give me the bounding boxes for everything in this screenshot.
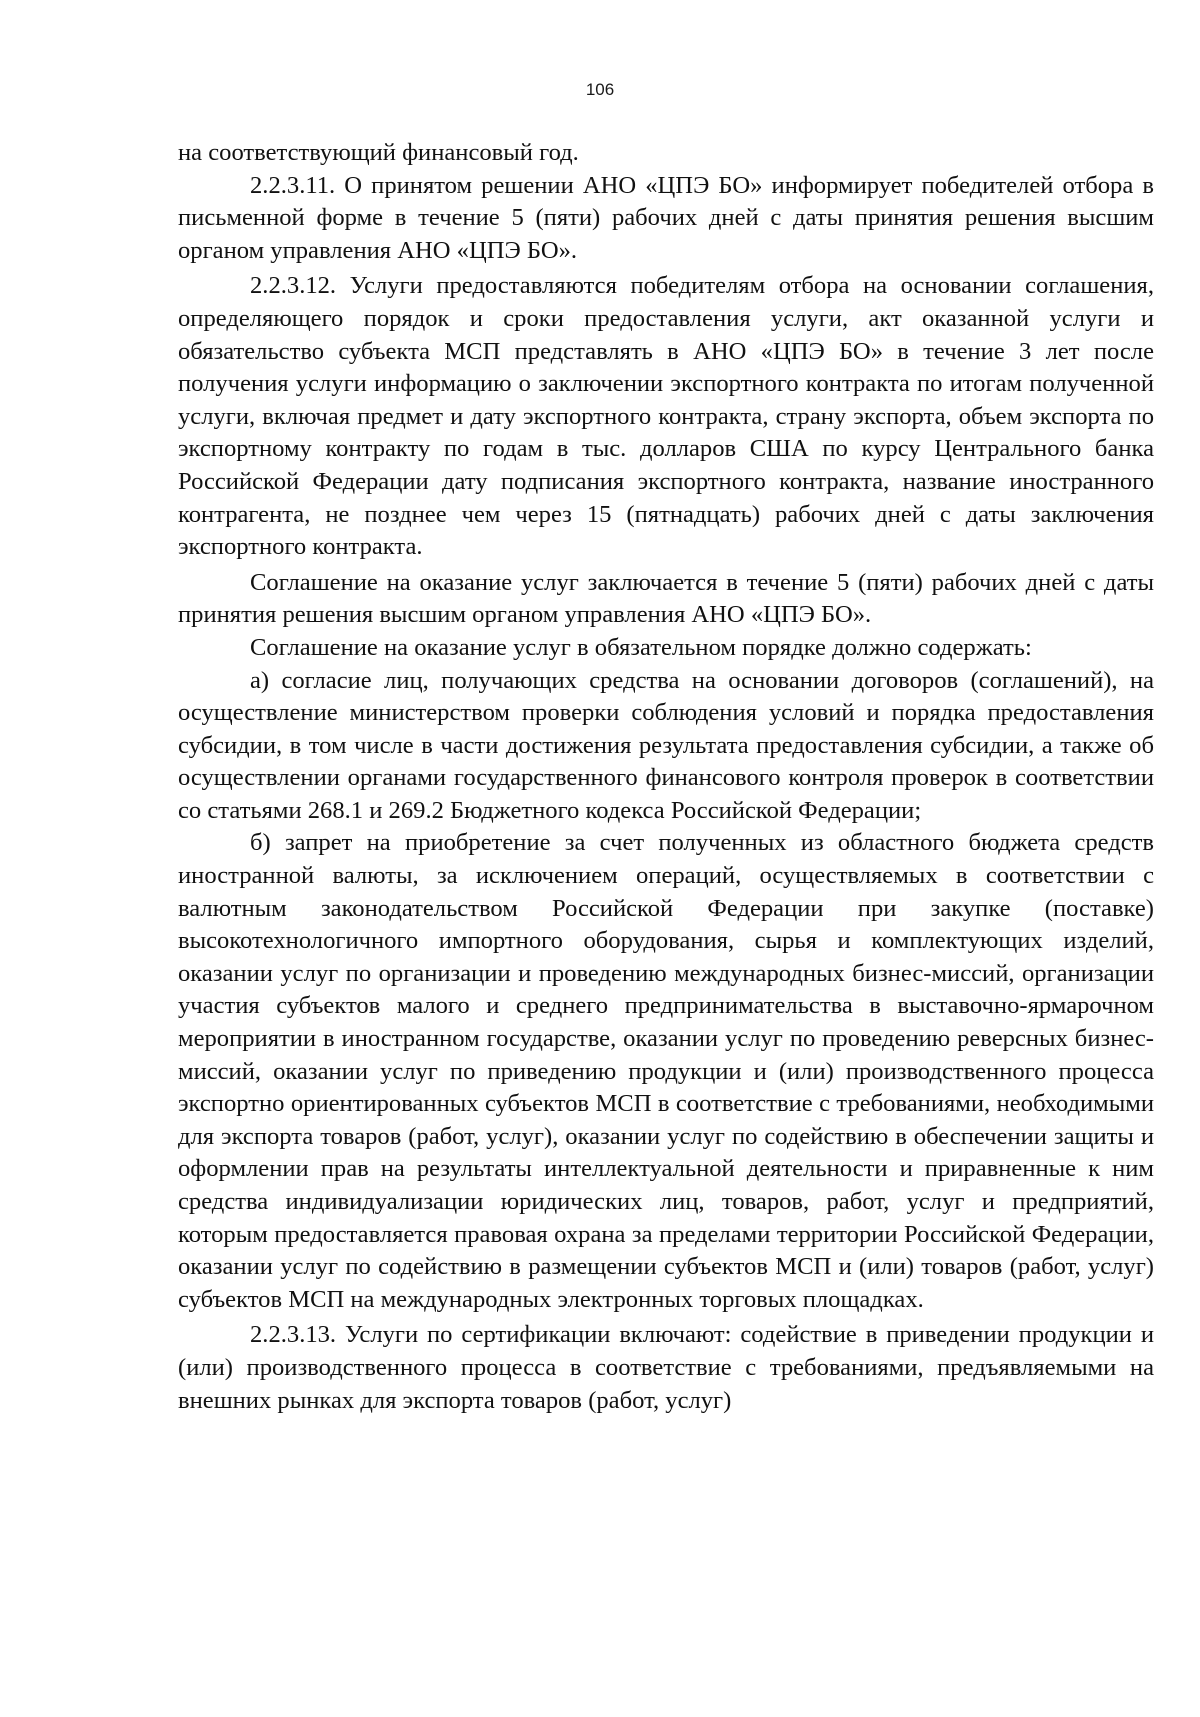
paragraph-agreement-content: Соглашение на оказание услуг в обязательном порядке должно содержать: [250, 633, 1032, 661]
paragraph-2-2-3-11: 2.2.3.11. О принятом решении АНО «ЦПЭ БО» информирует победителей отбора в письменной форме в течение 5 (пяти) рабочих дней с даты принятия решения высшим органом управления АНО «ЦПЭ БО». [178, 171, 1154, 264]
paragraph-continuation: на соответствующий финансовый год. [178, 139, 579, 166]
paragraph-agreement-term: Соглашение на оказание услуг заключается в течение 5 (пяти) рабочих дней с даты принятия решения высшим органом управления АНО «ЦПЭ БО». [178, 568, 1154, 629]
paragraph-2-2-3-12: 2.2.3.12. Услуги предоставляются победителям отбора на основании соглашения, определяющего порядок и сроки предоставления услуги, акт оказанной услуги и обязательство субъекта МСП представлять в АНО «ЦПЭ БО» в течение 3 лет после получения услуги информацию о заключении экспортного контракта по итогам полученной услуги, включая предмет и дату экспортного контракта, страну экспорта, объем экспорта по экспортному контракту по годам в тыс. долларов США по курсу Центрального банка Российской Федерации дату подписания экспортного контракта, название иностранного контрагента, не позднее чем через 15 (пятнадцать) рабочих дней с даты заключения экспортного контракта. [178, 272, 1154, 561]
paragraph-item-b: б) запрет на приобретение за счет полученных из областного бюджета средств иностранной валюты, за исключением операций, осуществляемых в соответствии с валютным законодательством Российской Федерации при закупке (поставке) высокотехнологичного импортного оборудования, сырья и комплектующих изделий, оказании услуг по организации и проведению международных бизнес-миссий, организации участия субъектов малого и среднего предпринимательства в выставочно-ярмарочном мероприятии в иностранном государстве, оказании услуг по проведению реверсных бизнес-миссий, оказании услуг по приведению продукции и (или) производственного процесса экспортно ориентированных субъектов МСП в соответствие с требованиями, необходимыми для экспорта товаров (работ, услуг), оказании услуг по содействию в обеспечении защиты и оформлении прав на результаты интеллектуальной деятельности и приравненные к ним средства индивидуализации юридических лиц, товаров, работ, услуг и предприятий, которым предоставляется правовая охрана за пределами территории Российской Федерации, оказании услуг по содействию в размещении субъектов МСП и (или) товаров (работ, услуг) субъектов МСП на международных электронных торговых площадках. [178, 829, 1154, 1313]
document-body [178, 137, 1154, 1417]
paragraph-item-a: а) согласие лиц, получающих средства на основании договоров (соглашений), на осуществление министерством проверки соблюдения условий и порядка предоставления субсидии, в том числе в части достижения результата предоставления субсидии, а также об осуществлении органами государственного финансового контроля проверок в соответствии со статьями 268.1 и 269.2 Бюджетного кодекса Российской Федерации; [178, 666, 1154, 824]
page-number: 106 [585, 80, 615, 99]
paragraph-2-2-3-13: 2.2.3.13. Услуги по сертификации включают: содействие в приведении продукции и (или) производственного процесса в соответствие с требованиями, предъявляемыми на внешних рынках для экспорта товаров (работ, услуг) [178, 1321, 1154, 1414]
